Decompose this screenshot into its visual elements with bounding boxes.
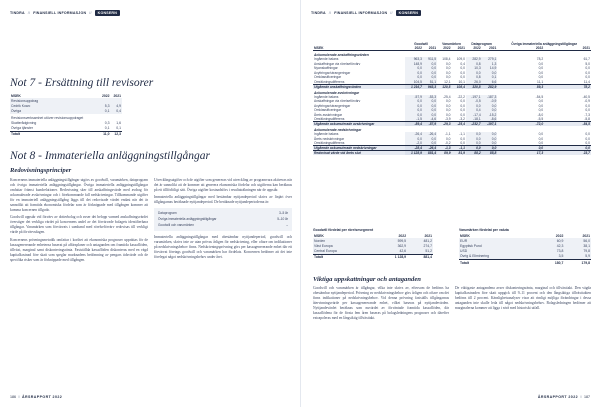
- cell-value: 88,2: [466, 151, 482, 156]
- cell-value: -8,6: [482, 117, 498, 122]
- cell-value: 0,0: [466, 146, 482, 151]
- cell-value: 0,0: [460, 108, 465, 113]
- cell-value: 282,9: [466, 57, 482, 62]
- group-header-row: [313, 24, 591, 46]
- cell-value: 0,0: [460, 75, 465, 80]
- header-section-badge: KONSERN: [95, 10, 120, 16]
- footer-brand: ÅRSRAPPORT 2022: [537, 395, 578, 399]
- cell-value: 0,0: [445, 75, 451, 80]
- grand-total-row: [313, 151, 591, 156]
- cell-value: 0,0: [423, 62, 437, 67]
- cell-value: 0,0: [405, 104, 423, 109]
- cell-value: 0,0: [445, 112, 451, 117]
- cell-value: 11,4: [583, 79, 590, 84]
- page-right: [300, 0, 600, 407]
- cell-value: 0,0: [423, 99, 437, 104]
- header-separator: //: [328, 10, 332, 15]
- cell-value: 85,8: [482, 151, 498, 156]
- page-footer: [10, 394, 62, 400]
- header-section: FINANSIELL INFORMASJON: [334, 10, 388, 15]
- cell-value: 0,0: [482, 146, 498, 151]
- cell-value: -53,3: [423, 95, 437, 100]
- cell-value: -3,9: [444, 117, 451, 121]
- text-column: [154, 178, 292, 388]
- cell-value: -72,0: [497, 122, 544, 127]
- row-label: Omklassificeringar: [314, 108, 342, 113]
- paragraph: Koncernens immateriella anläggningstillgångar utgörs av goodwill, varumärken, dataprogram och övriga immateriella anläggningstillgångar. Övriga immateriella anläggningstillgångar omfattar främst kundrelationer. Redovisning sker till anskaffningsvärde med avdrag för ackumulerade avskrivningar och i förekommande fall nedskrivningar. Tillkommande utgifter för en immateriell anläggningstillgång läggs till det redovisade värdet endast när det är sannolikt att framtida ekonomiska fördelar som är förknippade med tillgången kommer att komma koncernen tillgodo.: [10, 178, 148, 213]
- accounting-principles-heading: Redovisningsprinciper: [10, 167, 72, 174]
- cell-value: 0,0: [466, 71, 482, 76]
- footer-separator: //: [580, 395, 582, 399]
- section-title: Ackumulerade nedskrivningar: [314, 128, 362, 132]
- paragraph: Immateriella anläggningstillgångar med bestämbar nyttjandeperiod skrivs av linjärt över tillgångarnas beräknade nyttjandeperiod. De beräknade nyttjandeperioderna är:: [154, 195, 292, 205]
- brands-by-currency-table: Varumärken fördelat per valuta MSEK 2022 2021 EUR 60,9 56,0 Egyptisk Pund 42,3 38,1 USD 73,8 79,8 Övrig & Eliminering 3,5 5,9 Totalt 180,7 179,8: [459, 228, 590, 265]
- estimates-body: [313, 286, 591, 386]
- cell-value: 0,0: [423, 104, 437, 109]
- header-section-badge: KONSERN: [396, 10, 421, 16]
- cell-value: 0,0: [538, 103, 544, 108]
- cell-value: -54,5: [544, 122, 591, 127]
- cell-value: -8,0: [537, 112, 544, 117]
- cell-value: -232,7: [466, 122, 482, 127]
- cell-value: 78,2: [544, 84, 591, 89]
- group-header: Varumärken: [442, 42, 461, 46]
- cell-value: 120,5: [437, 84, 451, 89]
- intangible-assets-table: [313, 24, 591, 155]
- cell-value: 0,0: [585, 103, 590, 108]
- col-header: 2022: [101, 93, 110, 98]
- cell-value: 89,9: [437, 151, 451, 156]
- row-label: Omräkningsdifferens: [314, 117, 345, 121]
- cell-value: 51,1: [423, 80, 437, 85]
- table-row: Dataprogram 3–5 år: [158, 210, 288, 215]
- cell-value: 108,4: [442, 57, 451, 62]
- cell-value: 320,8: [466, 84, 482, 89]
- header-brand: TINDRA: [10, 10, 25, 15]
- year-header-row: MSEK 2022 2021 2022 2021 2022 2021 2022 2021: [314, 46, 590, 50]
- cell-value: -17,4: [466, 113, 482, 118]
- cell-value: -26,4: [405, 132, 423, 137]
- row-label: Anskaffningar via rörelseförvärv: [314, 61, 361, 66]
- table-row: Skatterådgivning 0,3 1,6: [11, 120, 121, 125]
- cell-value: 0,0: [466, 137, 482, 142]
- cell-value: 0,0: [460, 99, 465, 104]
- paragraph: Goodwill uppstår vid förvärv av dotterbolag och avser det belopp varmed anskaffningsvärdet överstiger det verkliga värdet på koncernens andel av det förvärvade bolagets identifierbara tillgångar. Varumärken som förvärvats i samband med rörelseförvärv redovisas till verkligt värde på förvärvsdagen.: [10, 215, 148, 235]
- row-label: Utgående ackumulerade avskrivningar: [313, 122, 405, 127]
- section-title: Ackumulerade avskrivningar: [314, 90, 360, 95]
- header-section: FINANSIELL INFORMASJON: [33, 10, 87, 15]
- cell-value: -5,5: [537, 117, 544, 121]
- cell-value: 0,0: [538, 70, 544, 75]
- table-row: Revisionsverksamhet utöver revisionsuppdraget: [11, 115, 84, 120]
- cell-value: 0,0: [482, 141, 498, 146]
- table-row: Norden 599,5 481,2: [314, 238, 432, 243]
- cell-value: -40,5: [582, 94, 590, 99]
- cell-value: 0,4: [460, 61, 465, 66]
- note-8-body: [10, 178, 292, 388]
- cell-value: 0,0: [482, 137, 498, 142]
- table-row: Goodwill och varumärken –: [158, 223, 288, 228]
- cell-value: 0,0: [460, 136, 465, 141]
- cell-value: -28,4: [405, 146, 423, 151]
- cell-value: 0,0: [466, 104, 482, 109]
- cell-value: 1,3: [482, 62, 498, 67]
- page-number: 186: [10, 395, 16, 399]
- cell-value: 0,0: [585, 132, 590, 137]
- table-total-row: Totalt 180,7 179,8: [460, 260, 590, 265]
- page-header: [311, 9, 421, 16]
- row-label: Ingående balans: [314, 94, 339, 99]
- cell-value: 10,1: [458, 79, 465, 84]
- cell-value: -22,2: [457, 94, 465, 99]
- cell-value: 0,0: [445, 108, 451, 113]
- cell-value: -57,9: [405, 95, 423, 100]
- cell-value: -15,2: [482, 113, 498, 118]
- cell-value: 282,9: [482, 84, 498, 89]
- cell-value: 0,0: [405, 71, 423, 76]
- cell-value: 0,0: [423, 66, 437, 71]
- cell-value: 911,5: [423, 57, 437, 62]
- cell-value: -187,3: [482, 95, 498, 100]
- cell-value: -1,3: [437, 146, 451, 151]
- cell-value: 0,0: [538, 132, 544, 137]
- cell-value: 0,0: [423, 108, 437, 113]
- row-label: Avyttringar/utrangeringar: [314, 70, 351, 75]
- table-total-row: Totalt 1 128,9 881,4: [314, 255, 432, 260]
- cell-value: -18,1: [466, 117, 482, 122]
- section-title: Ackumulerade anskaffningsvärden: [314, 53, 369, 57]
- cell-value: -25,4: [452, 122, 466, 127]
- cell-value: 0,0: [585, 136, 590, 141]
- cell-value: 0,0: [538, 66, 544, 71]
- paragraph: Utvecklingsutgifter och de utgifter som genereras vid utveckling av programvara aktiveras när det är sannolikt att de kommer att generera ekonomiska fördelar och utgifterna kan beräknas på ett tillförlitligt sätt. Övriga utgifter kostnadsförs i resultaträkningen när de uppstår.: [154, 178, 292, 193]
- cell-value: 963,3: [423, 84, 437, 89]
- cell-value: 12,1: [444, 79, 451, 84]
- page-footer: [538, 394, 590, 400]
- cell-value: -1,1: [444, 132, 451, 137]
- cell-value: 0,0: [460, 141, 465, 145]
- row-label: Årets avskrivningar: [314, 112, 343, 117]
- group-header: Dataprogram: [471, 42, 492, 46]
- table-row: Övriga 0,1 0,4: [11, 109, 121, 114]
- page-number: 187: [584, 395, 590, 399]
- cell-value: 0,0: [466, 141, 482, 146]
- table-title: Varumärken fördelat per valuta: [459, 228, 509, 232]
- cell-value: 0,0: [585, 141, 590, 145]
- row-label: Ingående balans: [314, 132, 339, 137]
- cell-value: -25,4: [443, 94, 451, 99]
- cell-value: 0,0: [585, 70, 590, 75]
- cell-value: 881,4: [423, 151, 437, 156]
- cell-value: -197,1: [482, 122, 498, 127]
- row-label: Avyttringar/utrangeringar: [314, 103, 351, 108]
- cell-value: 0,0: [538, 99, 544, 104]
- cell-value: 5,0: [585, 61, 590, 66]
- cell-value: -0,9: [482, 99, 498, 104]
- note-7-title: Not 7 - Ersättning till revisorer: [10, 77, 154, 89]
- cell-value: -3,2: [459, 117, 465, 121]
- goodwill-by-segment-table: Goodwill fördelat per rörelsesegment MSEK 2022 2021 Norden 599,5 481,2 Väst Europa 362,9 274,7 Central Europa 42,6 51,2 Totalt 1 128,9 881,4: [313, 228, 432, 260]
- row-label: Omräkningsdifferens: [314, 141, 345, 145]
- cell-value: -5,8: [584, 117, 590, 121]
- cell-value: 0,0: [466, 132, 482, 137]
- cell-value: 0,0: [423, 137, 437, 142]
- cell-value: 0,0: [538, 75, 544, 80]
- cell-value: -1,5: [405, 117, 423, 122]
- text-column: [455, 286, 591, 386]
- header-brand: TINDRA: [311, 10, 326, 15]
- cell-value: 1 128,9: [405, 151, 423, 156]
- cell-value: 104,5: [405, 80, 423, 85]
- cell-value: 1 216,7: [405, 84, 423, 89]
- cell-value: 0,8: [466, 62, 482, 67]
- row-label: Nyanskaffningar: [314, 66, 338, 71]
- cell-value: 0,0: [405, 137, 423, 142]
- paragraph: De viktigaste antagandena avser diskonteringsränta, marginal och tillväxttakt. Den vägda kapitalkostnaden före skatt uppgick till 9–11 procent och den långsiktiga tillväxttakten bedöms till 2 procent. Känslighetsanalyser visar att rimligt möjliga förändringar i dessa antaganden inte skulle leda till något nedskrivningsbehov. Bolagsledningen bedömer att marginalerna kommer att ligga i nivå med historiskt utfall.: [455, 286, 591, 311]
- cell-value: -4,6: [423, 117, 437, 122]
- cell-value: -59,4: [405, 122, 423, 127]
- table-row: Central Europa 42,6 51,2: [314, 249, 432, 254]
- cell-value: 0,8: [466, 75, 482, 80]
- footer-brand: ÅRSRAPPORT 2022: [22, 395, 63, 399]
- cell-value: 148,9: [405, 62, 423, 67]
- cell-value: 0,0: [445, 70, 451, 75]
- cell-value: 61,7: [583, 57, 590, 62]
- table-row: EUR 60,9 56,0: [460, 238, 590, 243]
- cell-value: 0,0: [585, 66, 590, 71]
- cell-value: 11,1: [536, 79, 544, 84]
- cell-value: 0,0: [423, 75, 437, 80]
- cell-value: -26,4: [423, 146, 437, 151]
- text-column: [313, 286, 449, 386]
- note-8-title: Not 8 - Immateriella anläggningstillgångar: [10, 150, 210, 162]
- cell-value: 0,0: [423, 113, 437, 118]
- cell-value: 23,7: [544, 151, 591, 156]
- cell-value: -7,3: [584, 112, 590, 117]
- cell-value: 26,0: [466, 80, 482, 85]
- cell-value: 0,4: [466, 108, 482, 113]
- header-separator: //: [390, 10, 393, 15]
- cell-value: 0,0: [423, 141, 437, 146]
- row-label: Omklassificeringar: [314, 75, 342, 80]
- row-label: Omräkningsdifferens: [314, 79, 345, 84]
- col-header: MSEK: [11, 93, 21, 98]
- footer-separator: //: [18, 395, 20, 399]
- table-total-row: Totalt 11,0 12,3: [11, 132, 121, 137]
- cell-value: 0,0: [405, 113, 423, 118]
- paragraph: Immateriella anläggningstillgångar med obestämbar nyttjandeperiod, goodwill och varumärken, skrivs inte av utan prövas årligen för nedskrivning, eller oftare om indikationer på nedskrivningsbehov finns. Nedskrivningsprövning görs per kassagenererande enhet där ett förvärvat företags goodwill och varumärken har fördelats. Koncernen bedömer att det inte förelegat något nedskrivningsbehov under året.: [154, 234, 292, 260]
- cell-value: 0,0: [405, 108, 423, 113]
- cell-value: -1,1: [452, 146, 466, 151]
- estimates-heading: Viktiga uppskattningar och antaganden: [313, 276, 421, 283]
- page-header: [10, 9, 120, 16]
- cell-value: 0,0: [445, 136, 451, 141]
- table-row: Övriga immateriella anläggningstillgångar 5–10 år: [158, 217, 288, 222]
- cell-value: 0,0: [445, 103, 451, 108]
- row-label: Utgående anskaffningsvärden: [313, 84, 405, 89]
- cell-value: -26,4: [423, 132, 437, 137]
- cell-value: 10,3: [466, 66, 482, 71]
- cell-value: 81,9: [452, 151, 466, 156]
- cell-value: 0,0: [405, 66, 423, 71]
- cell-value: 0,0: [482, 71, 498, 76]
- cell-value: 6,6: [482, 80, 498, 85]
- cell-value: -2,0: [405, 141, 423, 146]
- cell-value: 0,0: [538, 61, 544, 66]
- cell-value: 963,3: [405, 57, 423, 62]
- cell-value: -0,9: [584, 99, 590, 104]
- paragraph: Goodwill och varumärken är tillgångar, vilka inte skrivs av, eftersom de bedöms ha obestämbar nyttjandeperiod. Prövning av nedskrivningsbehov görs årligen och oftare om det finns indikationer på nedskrivningsbehov. Vid denna prövning fastställs tillgångarnas återvinningsvärde per kassagenererande enhet, vilket baseras på nyttjandevärden. Nyttjandevärdet beräknas som nuvärdet av förväntade framtida kassaflöden, där kassaflödena för de första fem åren baseras på bolagsledningens prognoser och därefter extrapoleras med en långsiktig tillväxttakt.: [313, 286, 449, 321]
- cell-value: 0,1: [482, 75, 498, 80]
- paragraph: Koncernens prövningsmetodik omfattar i korthet att ekonomiska prognoser upprättas för de kassagenererande enheterna baserat på affärsplaner och antaganden om framtida kassaflöden, tillväxt, marginal samt diskonteringsränta. Fastställda kassaflöden diskonteras med en vägd kapitalkostnad före skatt som speglar marknadens bedömning av pengars tidsvärde och de specifika risker som är förknippade med tillgången.: [10, 237, 148, 262]
- cell-value: 0,0: [585, 75, 590, 80]
- auditor-fees-table: [10, 93, 122, 137]
- table-row: Övrig & Eliminering 3,5 5,9: [460, 254, 590, 259]
- header-separator: //: [27, 10, 31, 15]
- cell-value: 0,0: [544, 146, 591, 151]
- cell-value: 0,0: [445, 66, 451, 71]
- text-column: [10, 178, 148, 388]
- group-header: Övriga immateriella anläggningstillgångar: [511, 42, 578, 46]
- cell-value: 0,0: [460, 70, 465, 75]
- table-title: Goodwill fördelat per rörelsesegment: [313, 228, 374, 232]
- cell-value: 279,1: [482, 57, 498, 62]
- cell-value: 78,2: [536, 57, 544, 62]
- row-label: Utgående ackumulerade nedskrivningar: [313, 146, 405, 151]
- cell-value: 0,0: [423, 71, 437, 76]
- cell-value: 0,0: [585, 108, 590, 113]
- cell-value: 89,3: [497, 84, 544, 89]
- cell-value: 0,0: [538, 141, 544, 145]
- group-header: Goodwill: [414, 42, 429, 46]
- cell-value: 14,9: [482, 66, 498, 71]
- cell-value: 0,0: [445, 99, 451, 104]
- table-row: Övriga tjänster 0,1 0,1: [11, 125, 121, 130]
- table-row: Väst Europa 362,9 274,7: [314, 243, 432, 248]
- cell-value: 0,0: [482, 132, 498, 137]
- cell-value: 108,4: [452, 84, 466, 89]
- cell-value: 0,0: [405, 75, 423, 80]
- cell-value: -29,3: [437, 122, 451, 127]
- row-label: Årets nedskrivningar: [314, 136, 345, 141]
- cell-value: -54,5: [535, 94, 544, 99]
- cell-value: 0,0: [460, 103, 465, 108]
- cell-value: 0,0: [538, 136, 544, 141]
- cell-value: 0,0: [460, 66, 465, 71]
- cell-value: -0,5: [466, 99, 482, 104]
- cell-value: 0,0: [405, 99, 423, 104]
- useful-life-box: [154, 208, 292, 231]
- cell-value: 0,0: [482, 108, 498, 113]
- cell-value: -1,1: [459, 132, 465, 137]
- table-row: Cedrik Kowo 5,3 4,9: [11, 103, 121, 108]
- table-row: Egyptisk Pund 42,3 38,1: [460, 243, 590, 248]
- table-row: USD 73,8 79,8: [460, 249, 590, 254]
- cell-value: -0,2: [444, 141, 451, 145]
- col-header: 2021: [113, 93, 121, 98]
- table-row: Revisionsuppdrag: [10, 98, 122, 103]
- cell-value: 109,0: [456, 57, 465, 62]
- cell-value: 17,3: [497, 151, 544, 156]
- header-separator: //: [89, 10, 92, 15]
- cell-value: -57,9: [423, 122, 437, 127]
- row-label: Anskaffningar via rörelseförvärv: [314, 99, 361, 104]
- row-label: Ingående balans: [314, 57, 339, 62]
- cell-value: 0,0: [460, 112, 465, 117]
- row-label: Redovisat värde vid årets slut: [313, 151, 405, 156]
- cell-value: 0,0: [497, 146, 544, 151]
- cell-value: 0,0: [445, 61, 451, 66]
- cell-value: -197,1: [466, 95, 482, 100]
- cell-value: 0,0: [482, 104, 498, 109]
- cell-value: 0,0: [538, 108, 544, 113]
